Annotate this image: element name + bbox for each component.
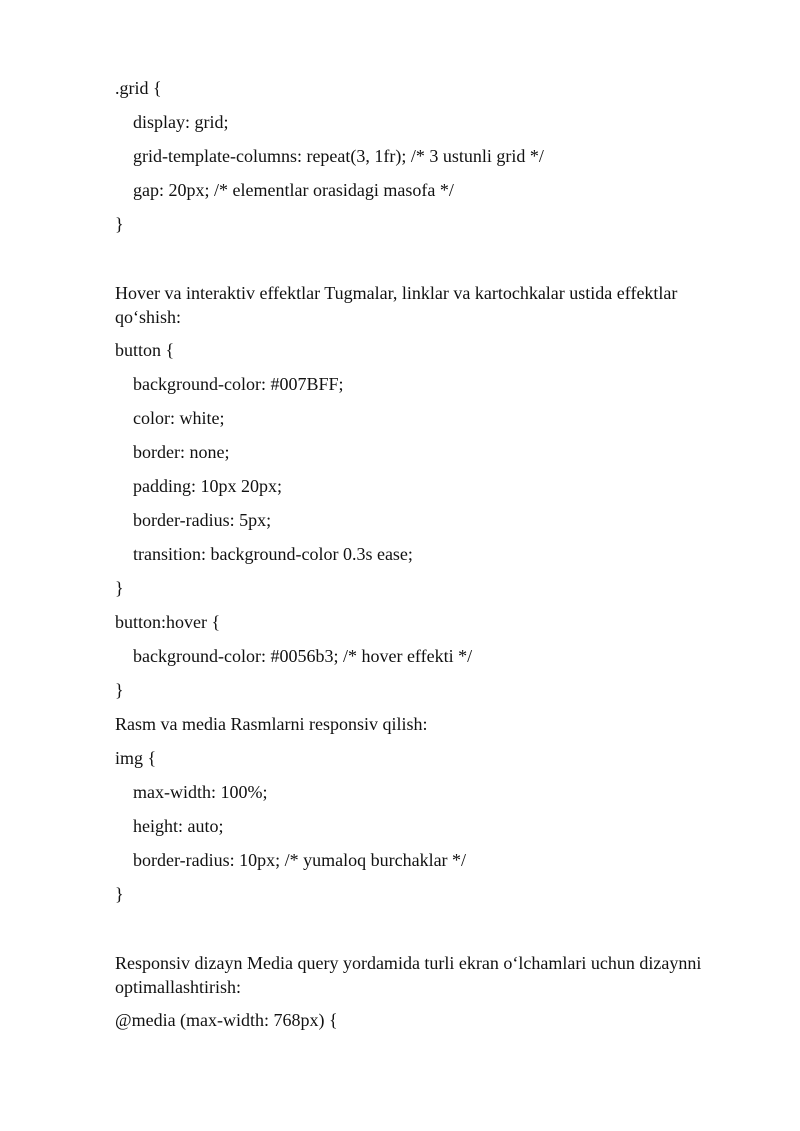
- section-heading-responsive: Responsiv dizayn Media query yordamida turli ekran o‘lchamlari uchun dizaynni optimallashtirish:: [115, 953, 702, 997]
- section-heading-media: Rasm va media Rasmlarni responsiv qilish:: [115, 714, 428, 734]
- code-line-max-width: max-width: 100%;: [133, 782, 268, 802]
- code-line-hover-bg: background-color: #0056b3; /* hover effekti */: [133, 646, 473, 666]
- code-line-img-open: img {: [115, 748, 157, 768]
- code-line-img-close: }: [115, 884, 124, 904]
- code-line-grid-template: grid-template-columns: repeat(3, 1fr); /* 3 ustunli grid */: [133, 146, 544, 166]
- code-line-display: display: grid;: [133, 112, 229, 132]
- section-heading-hover: Hover va interaktiv effektlar Tugmalar, linklar va kartochkalar ustida effektlar qo‘shish:: [115, 283, 678, 327]
- code-line-grid-close: }: [115, 214, 124, 234]
- code-line-grid-open: .grid {: [115, 78, 162, 98]
- code-line-gap: gap: 20px; /* elementlar orasidagi masofa */: [133, 180, 454, 200]
- code-line-height: height: auto;: [133, 816, 224, 836]
- code-line-border-radius: border-radius: 5px;: [133, 510, 272, 530]
- code-line-button-hover-open: button:hover {: [115, 612, 221, 632]
- code-line-button-open: button {: [115, 340, 175, 360]
- code-line-button-close: }: [115, 578, 124, 598]
- code-line-bg-color: background-color: #007BFF;: [133, 374, 344, 394]
- code-line-media-query: @media (max-width: 768px) {: [115, 1010, 338, 1030]
- code-line-padding: padding: 10px 20px;: [133, 476, 282, 496]
- code-line-color: color: white;: [133, 408, 225, 428]
- code-line-border: border: none;: [133, 442, 230, 462]
- code-line-transition: transition: background-color 0.3s ease;: [133, 544, 413, 564]
- code-line-button-hover-close: }: [115, 680, 124, 700]
- code-line-img-border-radius: border-radius: 10px; /* yumaloq burchaklar */: [133, 850, 467, 870]
